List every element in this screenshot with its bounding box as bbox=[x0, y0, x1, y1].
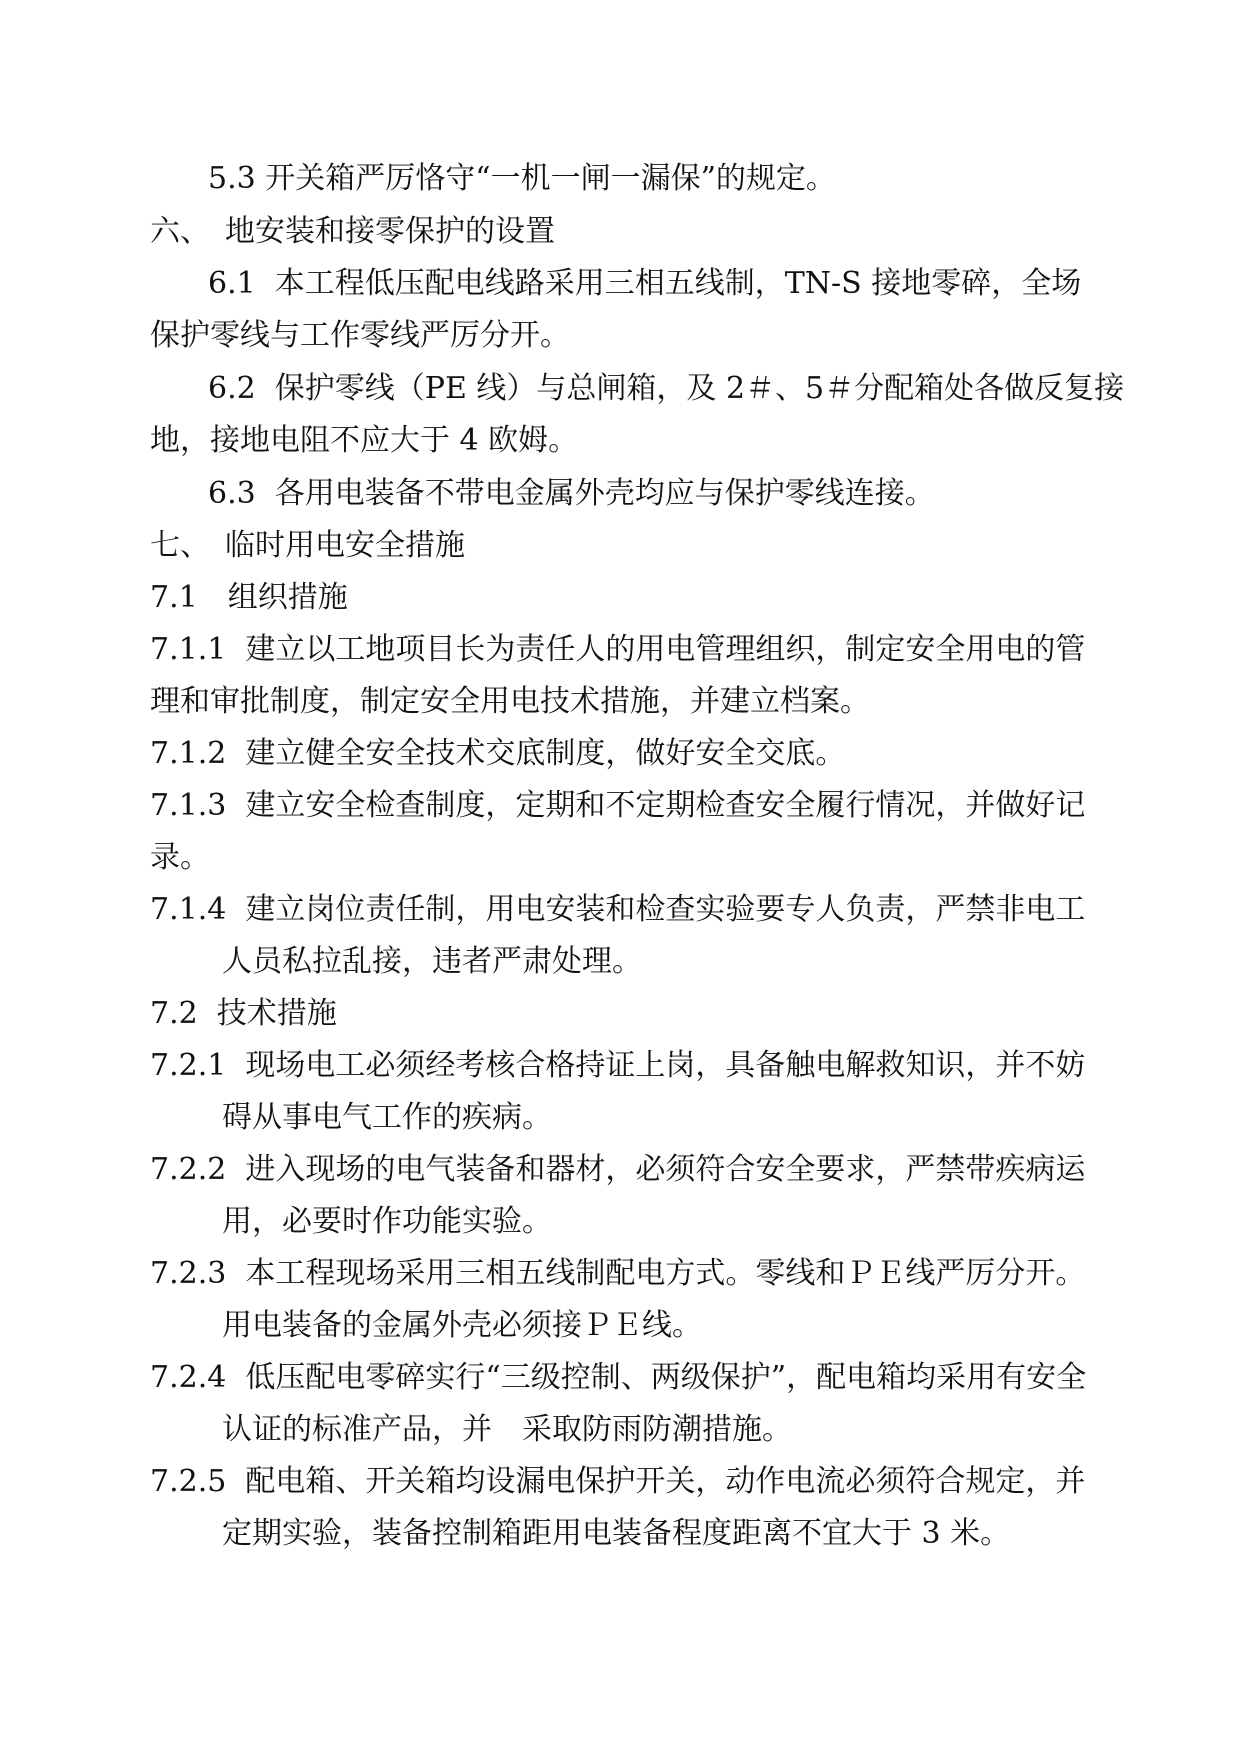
para-6-1-line-2: 保护零线与工作零线严厉分开。 bbox=[150, 318, 570, 353]
para-7-2-2-line-2: 用，必要时作功能实验。 bbox=[222, 1204, 552, 1239]
heading-7-1: 7.1 组织措施 bbox=[150, 580, 348, 615]
para-7-2-2-line-1: 7.2.2 进入现场的电气装备和器材，必须符合安全要求，严禁带疾病运 bbox=[150, 1152, 1086, 1187]
para-7-1-4-line-2: 人员私拉乱接，违者严肃处理。 bbox=[222, 944, 642, 979]
heading-7-2: 7.2 技术措施 bbox=[150, 996, 337, 1031]
para-6-1-line-1: 6.1 本工程低压配电线路采用三相五线制，TN-S 接地零碎，全场 bbox=[208, 266, 1082, 301]
para-7-2-1-line-1: 7.2.1 现场电工必须经考核合格持证上岗，具备触电解救知识，并不妨 bbox=[150, 1048, 1086, 1083]
para-7-1-1-line-1: 7.1.1 建立以工地项目长为责任人的用电管理组织，制定安全用电的管 bbox=[150, 632, 1086, 667]
para-7-1-1-line-2: 理和审批制度，制定安全用电技术措施，并建立档案。 bbox=[150, 684, 870, 719]
para-7-2-3-line-1: 7.2.3 本工程现场采用三相五线制配电方式。零线和ＰＥ线严厉分开。 bbox=[150, 1256, 1086, 1291]
para-7-2-5-line-2: 定期实验，装备控制箱距用电装备程度距离不宜大于 3 米。 bbox=[222, 1516, 1011, 1551]
para-6-2-line-1: 6.2 保护零线（PE 线）与总闸箱，及 2＃、5＃分配箱处各做反复接 bbox=[208, 371, 1125, 406]
para-7-2-4-line-2: 认证的标准产品，并 采取防雨防潮措施。 bbox=[222, 1412, 792, 1447]
para-7-1-3-line-1: 7.1.3 建立安全检查制度，定期和不定期检查安全履行情况，并做好记 bbox=[150, 788, 1086, 823]
para-7-1-4-line-1: 7.1.4 建立岗位责任制，用电安装和检查实验要专人负责，严禁非电工 bbox=[150, 892, 1086, 927]
heading-section-7: 七、 临时用电安全措施 bbox=[150, 528, 465, 563]
para-7-1-2: 7.1.2 建立健全安全技术交底制度，做好安全交底。 bbox=[150, 736, 846, 771]
para-7-2-5-line-1: 7.2.5 配电箱、开关箱均设漏电保护开关，动作电流必须符合规定，并 bbox=[150, 1464, 1086, 1499]
para-7-1-3-line-2: 录。 bbox=[150, 840, 210, 875]
para-7-2-1-line-2: 碍从事电气工作的疾病。 bbox=[222, 1100, 552, 1135]
para-5-3: 5.3 开关箱严厉恪守“一机一闸一漏保”的规定。 bbox=[208, 161, 836, 196]
para-6-3: 6.3 各用电装备不带电金属外壳均应与保护零线连接。 bbox=[208, 476, 935, 511]
para-6-2-line-2: 地，接地电阻不应大于 4 欧姆。 bbox=[150, 423, 579, 458]
heading-section-6: 六、 地安装和接零保护的设置 bbox=[150, 214, 555, 249]
para-7-2-4-line-1: 7.2.4 低压配电零碎实行“三级控制、两级保护”，配电箱均采用有安全 bbox=[150, 1360, 1087, 1395]
para-7-2-3-line-2: 用电装备的金属外壳必须接ＰＥ线。 bbox=[222, 1308, 702, 1343]
